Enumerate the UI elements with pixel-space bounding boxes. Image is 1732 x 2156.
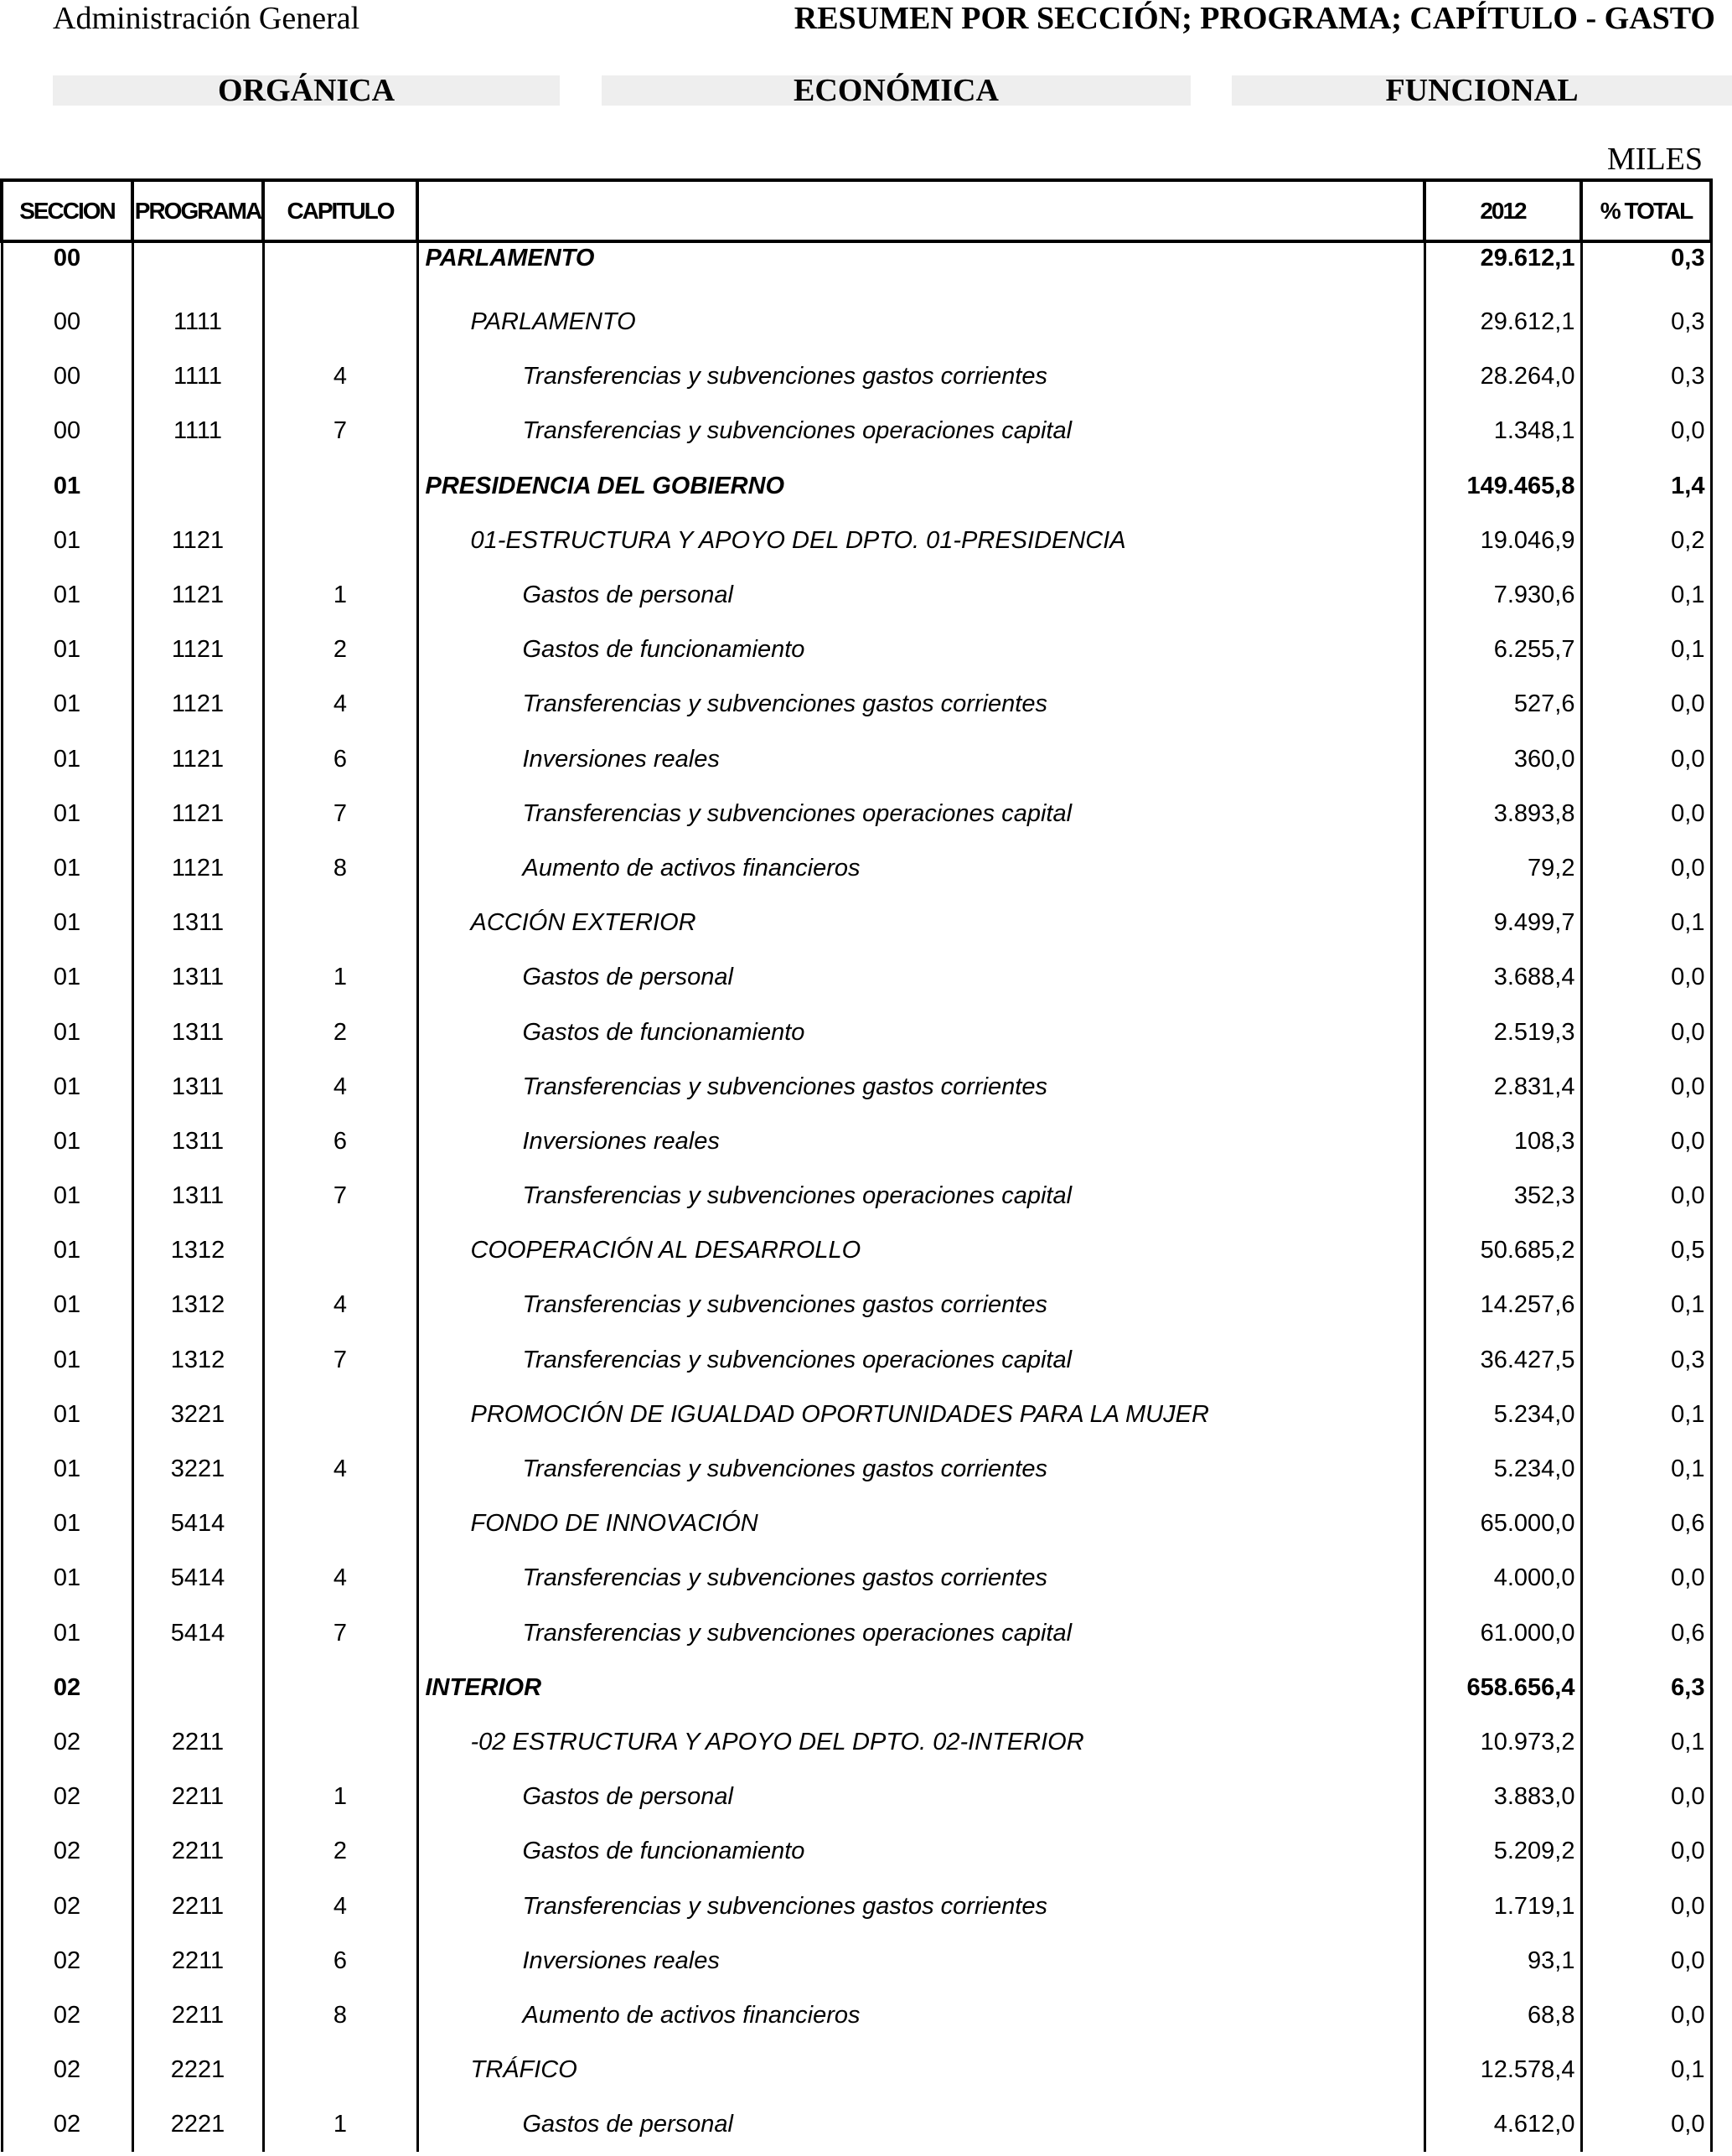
pct-total-cell: 0,0 [1581,1169,1711,1223]
seccion-cell: 02 [2,1661,132,1715]
description-cell: Transferencias y subvenciones gastos corrientes [417,1060,1424,1114]
programa-cell: 1312 [132,1333,263,1388]
capitulo-cell: 4 [263,677,417,732]
capitulo-cell [263,1223,417,1278]
table-row [2,1661,1711,1715]
amount-cell: 3.688,4 [1424,950,1581,1005]
programa-cell: 1121 [132,841,263,896]
programa-cell: 2211 [132,1824,263,1879]
amount-cell: 4.000,0 [1424,1551,1581,1605]
amount-cell: 360,0 [1424,732,1581,787]
capitulo-cell [263,1497,417,1551]
amount-cell: 5.209,2 [1424,1824,1581,1879]
pct-total-cell: 0,1 [1581,896,1711,950]
description-cell: ACCIÓN EXTERIOR [417,896,1424,950]
description-cell: Inversiones reales [417,732,1424,787]
amount-cell: 2.519,3 [1424,1005,1581,1059]
seccion-cell: 02 [2,2097,132,2152]
description-cell: Transferencias y subvenciones gastos corrientes [417,1551,1424,1605]
description-cell: Gastos de personal [417,1770,1424,1824]
programa-cell: 1121 [132,677,263,732]
programa-cell: 2211 [132,1934,263,1988]
pct-total-cell: 0,1 [1581,568,1711,623]
description-cell: PARLAMENTO [417,241,1424,295]
amount-cell: 65.000,0 [1424,1497,1581,1551]
amount-cell: 7.930,6 [1424,568,1581,623]
seccion-cell: 01 [2,623,132,677]
seccion-cell: 01 [2,841,132,896]
table-row [2,1223,1711,1278]
amount-cell: 79,2 [1424,841,1581,896]
table-header-row [2,180,1711,241]
table-row [2,2043,1711,2097]
capitulo-cell: 8 [263,841,417,896]
pct-total-cell: 0,6 [1581,1606,1711,1661]
capitulo-cell [263,295,417,349]
description-cell: Gastos de personal [417,568,1424,623]
programa-cell: 1111 [132,349,263,404]
description-cell: Gastos de personal [417,2097,1424,2152]
table-row [2,1770,1711,1824]
amount-cell: 93,1 [1424,1934,1581,1988]
category-organica: ORGÁNICA [53,75,560,106]
programa-cell: 2211 [132,1715,263,1770]
seccion-cell: 01 [2,732,132,787]
seccion-cell: 01 [2,1005,132,1059]
capitulo-cell: 4 [263,1551,417,1605]
table-row [2,1934,1711,1988]
amount-cell: 28.264,0 [1424,349,1581,404]
description-cell: PARLAMENTO [417,295,1424,349]
pct-total-cell: 0,0 [1581,2097,1711,2152]
seccion-cell: 02 [2,1988,132,2043]
pct-total-cell: 0,0 [1581,1988,1711,2043]
table-row [2,1388,1711,1442]
table-row [2,1169,1711,1223]
table-row [2,404,1711,458]
table-row [2,950,1711,1005]
pct-total-cell: 6,3 [1581,1661,1711,1715]
capitulo-cell: 6 [263,1114,417,1169]
table-row [2,1497,1711,1551]
amount-cell: 3.893,8 [1424,787,1581,841]
pct-total-cell: 0,0 [1581,841,1711,896]
table-row [2,1333,1711,1388]
table-body [2,241,1711,2152]
capitulo-cell: 2 [263,1824,417,1879]
programa-cell: 1311 [132,950,263,1005]
pct-total-cell: 0,3 [1581,349,1711,404]
description-cell: -02 ESTRUCTURA Y APOYO DEL DPTO. 02-INTERIOR [417,1715,1424,1770]
capitulo-cell: 4 [263,1879,417,1933]
amount-cell: 14.257,6 [1424,1278,1581,1332]
capitulo-cell [263,1715,417,1770]
amount-cell: 61.000,0 [1424,1606,1581,1661]
table-row [2,1114,1711,1169]
table-row [2,1060,1711,1114]
seccion-cell: 01 [2,1442,132,1497]
pct-total-cell: 0,0 [1581,1879,1711,1933]
amount-cell: 9.499,7 [1424,896,1581,950]
table-row [2,1824,1711,1879]
programa-cell: 1312 [132,1223,263,1278]
seccion-cell: 01 [2,1278,132,1332]
programa-cell: 1311 [132,1114,263,1169]
description-cell: FONDO DE INNOVACIÓN [417,1497,1424,1551]
category-economica: ECONÓMICA [602,75,1191,106]
table-row [2,514,1711,568]
capitulo-cell: 4 [263,1278,417,1332]
amount-cell: 1.348,1 [1424,404,1581,458]
programa-cell: 1312 [132,1278,263,1332]
amount-cell: 50.685,2 [1424,1223,1581,1278]
programa-cell: 2211 [132,1770,263,1824]
pct-total-cell: 1,4 [1581,459,1711,514]
amount-cell: 6.255,7 [1424,623,1581,677]
table-row [2,568,1711,623]
seccion-cell: 02 [2,2043,132,2097]
description-cell: Transferencias y subvenciones operaciones capital [417,1606,1424,1661]
table-row [2,732,1711,787]
amount-cell: 36.427,5 [1424,1333,1581,1388]
amount-cell: 149.465,8 [1424,459,1581,514]
pct-total-cell: 0,0 [1581,950,1711,1005]
programa-cell: 5414 [132,1551,263,1605]
pct-total-cell: 0,0 [1581,787,1711,841]
units-label: MILES [1607,142,1703,177]
pct-total-cell: 0,0 [1581,1770,1711,1824]
amount-cell: 12.578,4 [1424,2043,1581,2097]
table-row [2,241,1711,295]
capitulo-cell [263,1388,417,1442]
pct-total-cell: 0,1 [1581,2043,1711,2097]
table-row [2,623,1711,677]
pct-total-cell: 0,3 [1581,295,1711,349]
programa-cell: 5414 [132,1606,263,1661]
pct-total-cell: 0,1 [1581,1388,1711,1442]
table-row [2,295,1711,349]
seccion-cell: 00 [2,349,132,404]
budget-table-container [0,178,1709,2152]
capitulo-cell: 1 [263,1770,417,1824]
amount-cell: 2.831,4 [1424,1060,1581,1114]
capitulo-cell: 8 [263,1988,417,2043]
capitulo-cell [263,2043,417,2097]
seccion-cell: 01 [2,950,132,1005]
capitulo-cell: 7 [263,1333,417,1388]
table-row [2,459,1711,514]
capitulo-cell [263,514,417,568]
capitulo-cell: 2 [263,1005,417,1059]
organization-label: Administración General [53,1,360,36]
capitulo-cell: 1 [263,2097,417,2152]
programa-cell [132,459,263,514]
programa-cell: 1121 [132,623,263,677]
pct-total-cell: 0,1 [1581,623,1711,677]
programa-cell: 1311 [132,1060,263,1114]
category-funcional: FUNCIONAL [1232,75,1732,106]
seccion-cell: 01 [2,1497,132,1551]
seccion-cell: 01 [2,1223,132,1278]
seccion-cell: 01 [2,1333,132,1388]
description-cell: Transferencias y subvenciones operaciones capital [417,1169,1424,1223]
programa-cell: 1121 [132,787,263,841]
report-title: RESUMEN POR SECCIÓN; PROGRAMA; CAPÍTULO - GASTO [794,1,1715,36]
amount-cell: 19.046,9 [1424,514,1581,568]
seccion-cell: 01 [2,896,132,950]
table-row [2,1606,1711,1661]
description-cell: Transferencias y subvenciones gastos corrientes [417,1442,1424,1497]
table-row [2,349,1711,404]
budget-table [0,178,1713,2152]
pct-total-cell: 0,1 [1581,1715,1711,1770]
column-header-programa: PROGRAMA [132,180,263,241]
seccion-cell: 01 [2,514,132,568]
programa-cell: 1311 [132,1005,263,1059]
capitulo-cell: 1 [263,950,417,1005]
pct-total-cell: 0,3 [1581,1333,1711,1388]
table-row [2,1551,1711,1605]
seccion-cell: 02 [2,1770,132,1824]
pct-total-cell: 0,5 [1581,1223,1711,1278]
description-cell: Gastos de funcionamiento [417,623,1424,677]
capitulo-cell: 6 [263,1934,417,1988]
description-cell: Transferencias y subvenciones gastos corrientes [417,1879,1424,1933]
programa-cell: 3221 [132,1388,263,1442]
pct-total-cell: 0,0 [1581,1824,1711,1879]
amount-cell: 3.883,0 [1424,1770,1581,1824]
programa-cell: 5414 [132,1497,263,1551]
programa-cell: 1111 [132,295,263,349]
amount-cell: 5.234,0 [1424,1442,1581,1497]
seccion-cell: 01 [2,568,132,623]
capitulo-cell [263,1661,417,1715]
programa-cell: 1121 [132,514,263,568]
capitulo-cell: 4 [263,1060,417,1114]
column-header-descripcion [417,180,1424,241]
seccion-cell: 00 [2,404,132,458]
seccion-cell: 01 [2,1169,132,1223]
table-row [2,787,1711,841]
capitulo-cell [263,241,417,295]
capitulo-cell: 1 [263,568,417,623]
table-row [2,1442,1711,1497]
amount-cell: 5.234,0 [1424,1388,1581,1442]
amount-cell: 68,8 [1424,1988,1581,2043]
table-row [2,677,1711,732]
description-cell: Gastos de funcionamiento [417,1824,1424,1879]
pct-total-cell: 0,2 [1581,514,1711,568]
description-cell: PROMOCIÓN DE IGUALDAD OPORTUNIDADES PARA LA MUJER [417,1388,1424,1442]
programa-cell [132,241,263,295]
seccion-cell: 02 [2,1715,132,1770]
column-header-pct-total: % TOTAL [1581,180,1711,241]
seccion-cell: 01 [2,1114,132,1169]
amount-cell: 352,3 [1424,1169,1581,1223]
table-row [2,1278,1711,1332]
amount-cell: 1.719,1 [1424,1879,1581,1933]
table-row [2,1715,1711,1770]
amount-cell: 658.656,4 [1424,1661,1581,1715]
pct-total-cell: 0,0 [1581,732,1711,787]
amount-cell: 29.612,1 [1424,295,1581,349]
seccion-cell: 00 [2,241,132,295]
table-row [2,1005,1711,1059]
seccion-cell: 01 [2,1060,132,1114]
column-header-year: 2012 [1424,180,1581,241]
seccion-cell: 01 [2,459,132,514]
pct-total-cell: 0,0 [1581,1934,1711,1988]
programa-cell: 1111 [132,404,263,458]
seccion-cell: 01 [2,1388,132,1442]
description-cell: Inversiones reales [417,1934,1424,1988]
programa-cell: 2221 [132,2043,263,2097]
pct-total-cell: 0,0 [1581,1114,1711,1169]
seccion-cell: 00 [2,295,132,349]
seccion-cell: 01 [2,1606,132,1661]
programa-cell: 1311 [132,1169,263,1223]
capitulo-cell: 7 [263,1169,417,1223]
amount-cell: 10.973,2 [1424,1715,1581,1770]
description-cell: Aumento de activos financieros [417,841,1424,896]
programa-cell: 2221 [132,2097,263,2152]
description-cell: COOPERACIÓN AL DESARROLLO [417,1223,1424,1278]
description-cell: TRÁFICO [417,2043,1424,2097]
table-row [2,2097,1711,2152]
description-cell: Transferencias y subvenciones operaciones capital [417,1333,1424,1388]
programa-cell: 2211 [132,1988,263,2043]
table-row [2,896,1711,950]
description-cell: INTERIOR [417,1661,1424,1715]
seccion-cell: 02 [2,1824,132,1879]
amount-cell: 527,6 [1424,677,1581,732]
pct-total-cell: 0,0 [1581,404,1711,458]
amount-cell: 29.612,1 [1424,241,1581,295]
table-row [2,841,1711,896]
description-cell: Transferencias y subvenciones gastos corrientes [417,677,1424,732]
seccion-cell: 01 [2,1551,132,1605]
capitulo-cell [263,896,417,950]
capitulo-cell: 6 [263,732,417,787]
programa-cell: 1121 [132,732,263,787]
pct-total-cell: 0,0 [1581,1551,1711,1605]
seccion-cell: 01 [2,677,132,732]
seccion-cell: 02 [2,1879,132,1933]
programa-cell: 3221 [132,1442,263,1497]
capitulo-cell: 7 [263,787,417,841]
table-row [2,1988,1711,2043]
description-cell: Aumento de activos financieros [417,1988,1424,2043]
seccion-cell: 01 [2,787,132,841]
table-row [2,1879,1711,1933]
capitulo-cell: 2 [263,623,417,677]
description-cell: Transferencias y subvenciones operaciones capital [417,787,1424,841]
programa-cell: 2211 [132,1879,263,1933]
column-header-capitulo: CAPITULO [263,180,417,241]
description-cell: Gastos de personal [417,950,1424,1005]
description-cell: Transferencias y subvenciones gastos corrientes [417,349,1424,404]
description-cell: Gastos de funcionamiento [417,1005,1424,1059]
programa-cell [132,1661,263,1715]
seccion-cell: 02 [2,1934,132,1988]
programa-cell: 1311 [132,896,263,950]
column-header-seccion: SECCION [2,180,132,241]
pct-total-cell: 0,0 [1581,1060,1711,1114]
description-cell: Transferencias y subvenciones operaciones capital [417,404,1424,458]
pct-total-cell: 0,1 [1581,1278,1711,1332]
amount-cell: 108,3 [1424,1114,1581,1169]
capitulo-cell: 7 [263,404,417,458]
description-cell: PRESIDENCIA DEL GOBIERNO [417,459,1424,514]
pct-total-cell: 0,1 [1581,1442,1711,1497]
capitulo-cell: 7 [263,1606,417,1661]
capitulo-cell: 4 [263,1442,417,1497]
pct-total-cell: 0,0 [1581,677,1711,732]
description-cell: Inversiones reales [417,1114,1424,1169]
pct-total-cell: 0,6 [1581,1497,1711,1551]
description-cell: Transferencias y subvenciones gastos corrientes [417,1278,1424,1332]
capitulo-cell: 4 [263,349,417,404]
capitulo-cell [263,459,417,514]
programa-cell: 1121 [132,568,263,623]
description-cell: 01-ESTRUCTURA Y APOYO DEL DPTO. 01-PRESIDENCIA [417,514,1424,568]
pct-total-cell: 0,0 [1581,1005,1711,1059]
pct-total-cell: 0,3 [1581,241,1711,295]
amount-cell: 4.612,0 [1424,2097,1581,2152]
